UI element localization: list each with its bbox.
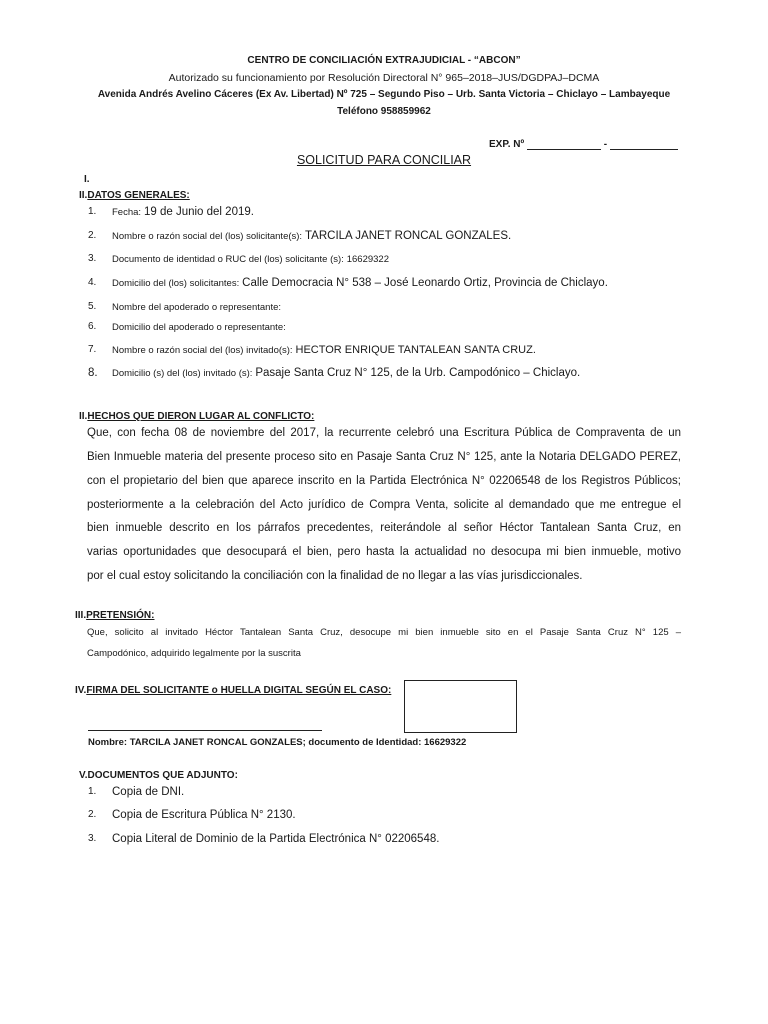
item-number: 2. [88, 230, 97, 241]
header-authorization: Autorizado su funcionamiento por Resolución Directoral N° 965–2018–JUS/DGDPAJ–DCMA [168, 72, 600, 84]
paragraph-line: Que, con fecha 08 de noviembre del 2017, la recurrente celebró una Escritura Pública de Compraventa de un [87, 427, 681, 439]
paragraph-line: con el propietario del bien que aparece inscrito en la Partida Electrónica N° 02206548 de los Registros Públicos; [87, 475, 681, 487]
item-value: HECTOR ENRIQUE TANTALEAN SANTA CRUZ. [295, 344, 536, 356]
item-value: 16629322 [346, 254, 390, 265]
item-text: Copia de DNI. [112, 786, 185, 798]
section-pretension-heading [75, 610, 154, 621]
item-number: 8. [88, 367, 98, 379]
paragraph-line: varias oportunidades que desocupará el bien, pero hasta la actualidad no desocupa mi bien inmueble, motivo [87, 546, 681, 558]
list-item [88, 206, 688, 222]
paragraph-line: Bien Inmueble materia del presente proceso sito en Pasaje Santa Cruz N° 125, ante la Notaria DELGADO PEREZ, [87, 451, 681, 463]
section-i-marker: I. [84, 174, 90, 185]
section-title: DATOS GENERALES: [87, 190, 190, 201]
header-center-name: CENTRO DE CONCILIACIÓN EXTRAJUDICIAL - “ABCON” [247, 55, 521, 66]
expediente-field [489, 139, 678, 150]
list-item [88, 321, 688, 337]
item-value: TARCILA JANET RONCAL GONZALES. [305, 230, 512, 242]
item-label: Domicilio del apoderado o representante: [112, 322, 286, 333]
list-item [88, 230, 688, 246]
item-label: Fecha: [112, 207, 142, 218]
item-text: Copia Literal de Dominio de la Partida Electrónica N° 02206548. [112, 833, 440, 845]
list-item [88, 253, 688, 269]
paragraph-line: posteriormente a la celebración del Acto jurídico de Compra Venta, solicite al demandado que me entregue el [87, 499, 681, 511]
item-number: 5. [88, 301, 97, 312]
paragraph-line: por el cual estoy solicitando la conciliación con la finalidad de no llegar a las vías jurisdiccionales. [87, 570, 583, 582]
section-prefix: II. [79, 190, 88, 201]
item-number: 1. [88, 786, 97, 797]
section-prefix: II. [79, 411, 88, 422]
item-number: 6. [88, 321, 97, 332]
list-item [88, 277, 688, 293]
list-item [88, 344, 688, 360]
item-label: Nombre o razón social del (los) solicitante(s): [112, 231, 303, 242]
section-title: PRETENSIÓN: [86, 610, 155, 621]
item-number: 2. [88, 809, 97, 820]
item-number: 7. [88, 344, 97, 355]
item-number: 3. [88, 253, 97, 264]
item-number: 4. [88, 277, 97, 288]
item-label: Documento de identidad o RUC del (los) solicitante (s): [112, 254, 344, 265]
section-prefix: IV. [75, 685, 87, 696]
item-value: 19 de Junio del 2019. [143, 206, 254, 218]
item-number: 3. [88, 833, 97, 844]
paragraph-line: bien inmueble descrito en los párrafos precedentes, reiterándole al señor Héctor Tantalean Santa Cruz, en [87, 522, 681, 534]
expediente-number-blank [527, 149, 601, 150]
section-datos-generales-heading [79, 190, 190, 201]
list-item [88, 786, 688, 802]
expediente-year-blank [610, 149, 678, 150]
section-hechos-heading [79, 411, 314, 422]
list-item [88, 833, 688, 849]
fingerprint-box [404, 680, 517, 733]
section-documentos-heading: V.DOCUMENTOS QUE ADJUNTO: [79, 770, 238, 781]
item-label: Nombre del apoderado o representante: [112, 302, 282, 313]
item-label: Domicilio del (los) solicitantes: [112, 278, 240, 289]
section-firma-heading [75, 685, 391, 696]
item-value: Calle Democracia N° 538 – José Leonardo Ortiz, Provincia de Chiclayo. [242, 277, 608, 289]
section-prefix: III. [75, 610, 87, 621]
section-title: FIRMA DEL SOLICITANTE o HUELLA DIGITAL SEGÚN EL CASO: [86, 685, 392, 696]
item-number: 1. [88, 206, 97, 217]
list-item [88, 301, 688, 317]
item-text: Copia de Escritura Pública N° 2130. [112, 809, 296, 821]
header-phone: Teléfono 958859962 [337, 106, 431, 117]
expediente-separator: - [603, 139, 608, 150]
expediente-label: EXP. Nº [489, 139, 525, 150]
item-label: Domicilio (s) del (los) invitado (s): [112, 368, 253, 379]
item-value: Pasaje Santa Cruz N° 125, de la Urb. Campodónico – Chiclayo. [255, 367, 581, 379]
header-address: Avenida Andrés Avelino Cáceres (Ex Av. Libertad) Nº 725 – Segundo Piso – Urb. Santa Victoria – Chiclayo – Lambayeque [97, 89, 671, 100]
paragraph-line: Campodónico, adquirido legalmente por la suscrita [87, 648, 301, 659]
paragraph-line: Que, solicito al invitado Héctor Tantalean Santa Cruz, desocupe mi bien inmueble sito en el Pasaje Santa Cruz N° 125 – [87, 627, 681, 638]
signature-line [88, 730, 322, 731]
section-title: HECHOS QUE DIERON LUGAR AL CONFLICTO: [87, 411, 315, 422]
list-item [88, 367, 688, 383]
item-label: Nombre o razón social del (los) invitado(s): [112, 345, 293, 356]
page-title: SOLICITUD PARA CONCILIAR [296, 153, 472, 167]
list-item [88, 809, 688, 825]
signer-name: Nombre: TARCILA JANET RONCAL GONZALES; documento de Identidad: 16629322 [88, 737, 467, 748]
